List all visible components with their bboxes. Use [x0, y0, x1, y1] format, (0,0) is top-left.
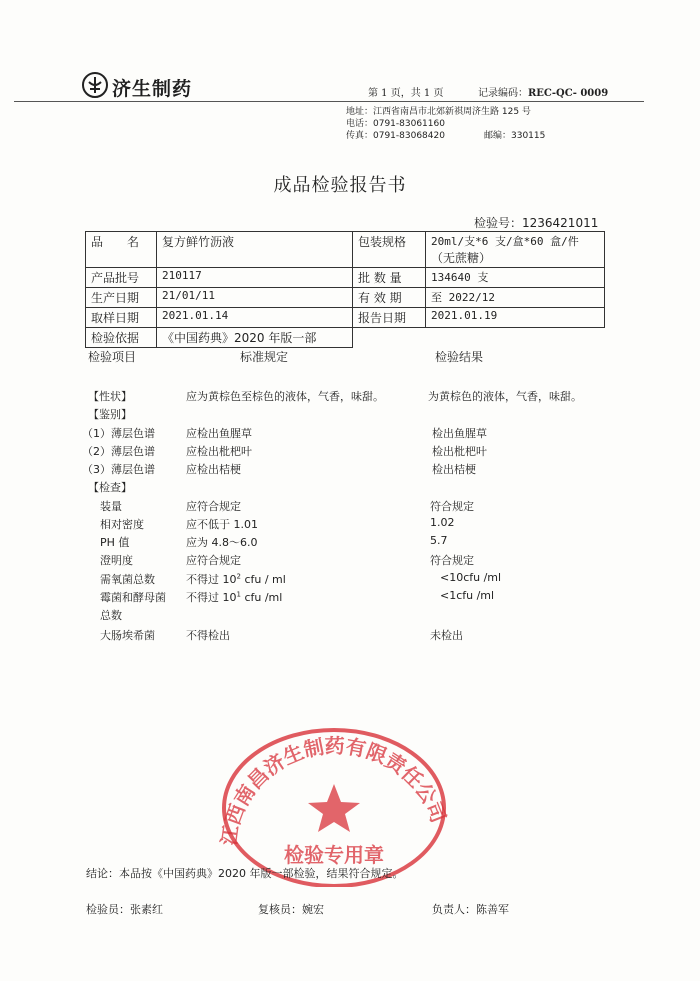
report-number: 检验号：1236421011: [474, 216, 599, 230]
batch-number: 210117: [157, 268, 353, 288]
sample-date: 2021.01.14: [157, 308, 353, 328]
mfg-date: 21/01/11: [157, 288, 353, 308]
basis-label: 检验依据: [86, 328, 157, 348]
inspection-result: 符合规定: [430, 554, 474, 567]
expiry-date: 至 2022/12: [426, 288, 605, 308]
identification-result: 检出枇杷叶: [432, 445, 487, 458]
table-empty-cell: [353, 328, 605, 348]
inspection-item: 澄明度: [100, 554, 133, 567]
identification-standard: 应检出桔梗: [186, 463, 241, 476]
identification-standard: 应检出枇杷叶: [186, 445, 252, 458]
inspection-standard: [186, 571, 286, 587]
inspector-signature: 检验员：张素红: [86, 903, 163, 916]
section-identification: 【鉴别】: [88, 408, 132, 421]
table-row: [86, 268, 605, 288]
record-code-value: REC-QC- 0009: [528, 88, 609, 99]
package-spec: [426, 232, 605, 268]
inspection-standard: 应符合规定: [186, 554, 241, 567]
section-character: 【性状】: [88, 390, 132, 403]
inspection-item: 大肠埃希菌: [100, 629, 155, 642]
identification-item: （1）薄层色谱: [82, 427, 155, 440]
batch-label: 产品批号: [86, 268, 157, 288]
sample-date-label: 取样日期: [86, 308, 157, 328]
product-name: 复方鲜竹沥液: [157, 232, 353, 268]
standard-prefix: 不得过 10: [186, 573, 237, 586]
package-label: 包装规格: [353, 232, 426, 268]
column-standard: 标准规定: [240, 350, 289, 364]
official-stamp: [214, 712, 454, 887]
table-row: [86, 288, 605, 308]
inspection-result: <10cfu /ml: [440, 571, 502, 584]
inspection-item: 需氧菌总数: [100, 573, 155, 586]
character-standard: 应为黄棕色至棕色的液体，气香，味甜。: [186, 390, 384, 403]
stamp-company: 江西南昌济生制药有限责任公司: [216, 733, 451, 847]
standard-prefix: 不得过 10: [186, 591, 237, 604]
report-date-label: 报告日期: [353, 308, 426, 328]
supervisor-signature: 负责人：陈善军: [432, 903, 509, 916]
inspection-result: <1cfu /ml: [440, 589, 495, 602]
identification-item: （2）薄层色谱: [82, 445, 155, 458]
document-title: 成品检验报告书: [273, 175, 407, 196]
product-name-label: 品 名: [86, 232, 157, 268]
inspection-standard: 应符合规定: [186, 500, 241, 513]
expiry-label: 有 效 期: [353, 288, 426, 308]
company-fax: 传真：0791-83068420: [346, 131, 445, 141]
batch-quantity: 134640 支: [426, 268, 605, 288]
identification-result: 检出鱼腥草: [432, 427, 487, 440]
company-logo-text: 济生制药: [112, 78, 193, 100]
inspection-standard: 应不低于 1.01: [186, 518, 258, 531]
report-date: 2021.01.19: [426, 308, 605, 328]
stamp-purpose: 检验专用章: [284, 843, 384, 867]
package-spec-line2: （无蔗糖）: [431, 251, 492, 265]
company-address: 地址：江西省南昌市北郊新祺周济生路 125 号: [346, 107, 531, 117]
inspection-result: 未检出: [430, 629, 463, 642]
identification-item: （3）薄层色谱: [82, 463, 155, 476]
inspection-item: PH 值: [100, 536, 130, 549]
company-postal-code: 邮编：330115: [484, 131, 546, 141]
identification-result: 检出桔梗: [432, 463, 476, 476]
inspection-standard: 应为 4.8～6.0: [186, 536, 258, 549]
column-item: 检验项目: [88, 350, 137, 364]
table-row: [86, 308, 605, 328]
mfg-date-label: 生产日期: [86, 288, 157, 308]
record-code: [478, 84, 608, 99]
inspection-item: 霉菌和酵母菌: [100, 591, 166, 604]
standard-exponent: 1: [236, 590, 241, 599]
product-info-table: [85, 231, 605, 348]
inspection-standard: 不得检出: [186, 629, 230, 642]
record-code-label: 记录编码：: [478, 88, 528, 99]
company-logo-icon: [82, 72, 108, 98]
standard-suffix: cfu / ml: [240, 573, 286, 586]
inspection-item: 装量: [100, 500, 122, 513]
column-result: 检验结果: [435, 350, 484, 364]
identification-standard: 应检出鱼腥草: [186, 427, 252, 440]
header-divider: [14, 101, 644, 102]
page-info: 第 1 页，共 1 页: [368, 88, 444, 99]
inspection-item: 总数: [100, 609, 122, 622]
company-phone: 电话：0791-83061160: [346, 119, 445, 129]
inspection-result: 1.02: [430, 516, 455, 529]
package-spec-line1: 20ml/支*6 支/盒*60 盒/件: [431, 235, 579, 248]
standard-suffix: cfu /ml: [240, 591, 283, 604]
table-row: [86, 232, 605, 268]
standard-exponent: 2: [236, 572, 241, 581]
inspection-standard: [186, 589, 282, 605]
reviewer-signature: 复核员：婉宏: [258, 903, 324, 916]
character-result: 为黄棕色的液体，气香，味甜。: [428, 390, 582, 403]
inspection-result: 符合规定: [430, 500, 474, 513]
conclusion: 结论：本品按《中国药典》2020 年版一部检验，结果符合规定。: [86, 867, 404, 880]
quantity-label: 批 数 量: [353, 268, 426, 288]
inspection-item: 相对密度: [100, 518, 144, 531]
inspection-result: 5.7: [430, 534, 448, 547]
section-inspection: 【检查】: [88, 481, 132, 494]
inspection-basis: 《中国药典》2020 年版一部: [157, 328, 353, 348]
table-row: [86, 328, 605, 348]
